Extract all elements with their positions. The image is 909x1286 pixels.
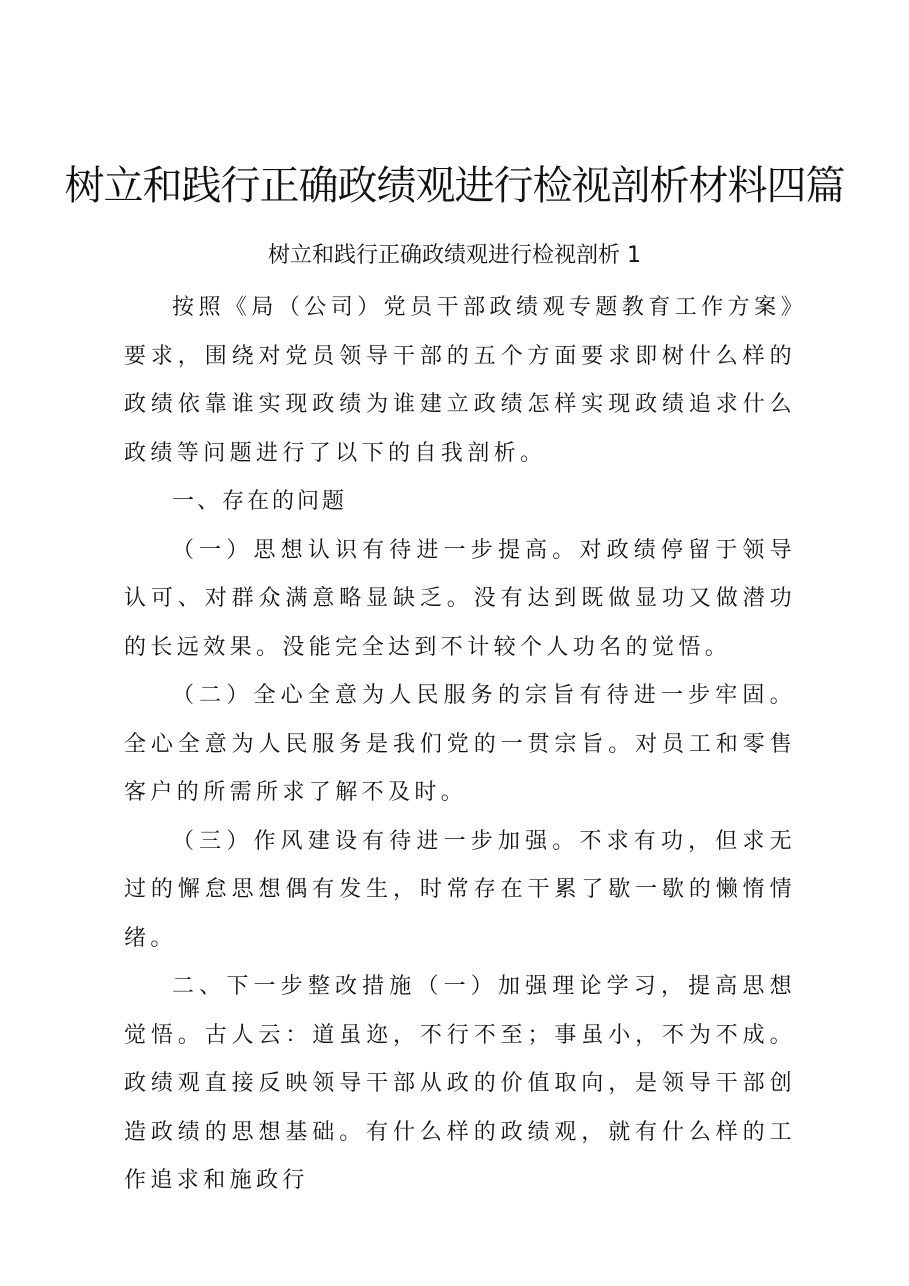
paragraph-problem-3: （三）作风建设有待进一步加强。不求有功，但求无过的懈怠思想偶有发生，时常存在干累了歇一歇的懒惰情绪。 — [124, 828, 796, 951]
document-title: 树立和践行正确政绩观进行检视剖析材料四篇 — [64, 163, 845, 209]
section-title: 树立和践行正确政绩观进行检视剖析 1 — [268, 243, 641, 268]
paragraph-problem-1: （一）思想认识有待进一步提高。对政绩停留于领导认可、对群众满意略显缺乏。没有达到既做显功又做潜功的长远效果。没能完全达到不计较个人功名的觉悟。 — [124, 537, 796, 660]
paragraph-intro: 按照《局（公司）党员干部政绩观专题教育工作方案》要求，围绕对党员领导干部的五个方面要求即树什么样的政绩依靠谁实现政绩为谁建立政绩怎样实现政绩追求什么政绩等问题进行了以下的自我剖析。 — [124, 295, 796, 466]
document-body — [124, 284, 796, 1206]
paragraph-problem-2: （二）全心全意为人民服务的宗旨有待进一步牢固。全心全意为人民服务是我们党的一贯宗旨。对员工和零售客户的所需所求了解不及时。 — [124, 683, 796, 805]
paragraph-measures: 二、下一步整改措施（一）加强理论学习，提高思想觉悟。古人云：道虽迩，不行不至；事虽小，不为不成。政绩观直接反映领导干部从政的价值取向，是领导干部创造政绩的思想基础。有什么样的政绩观，就有什么样的工作追求和施政行 — [124, 974, 796, 1193]
paragraph-heading-problems: 一、存在的问题 — [172, 489, 348, 514]
